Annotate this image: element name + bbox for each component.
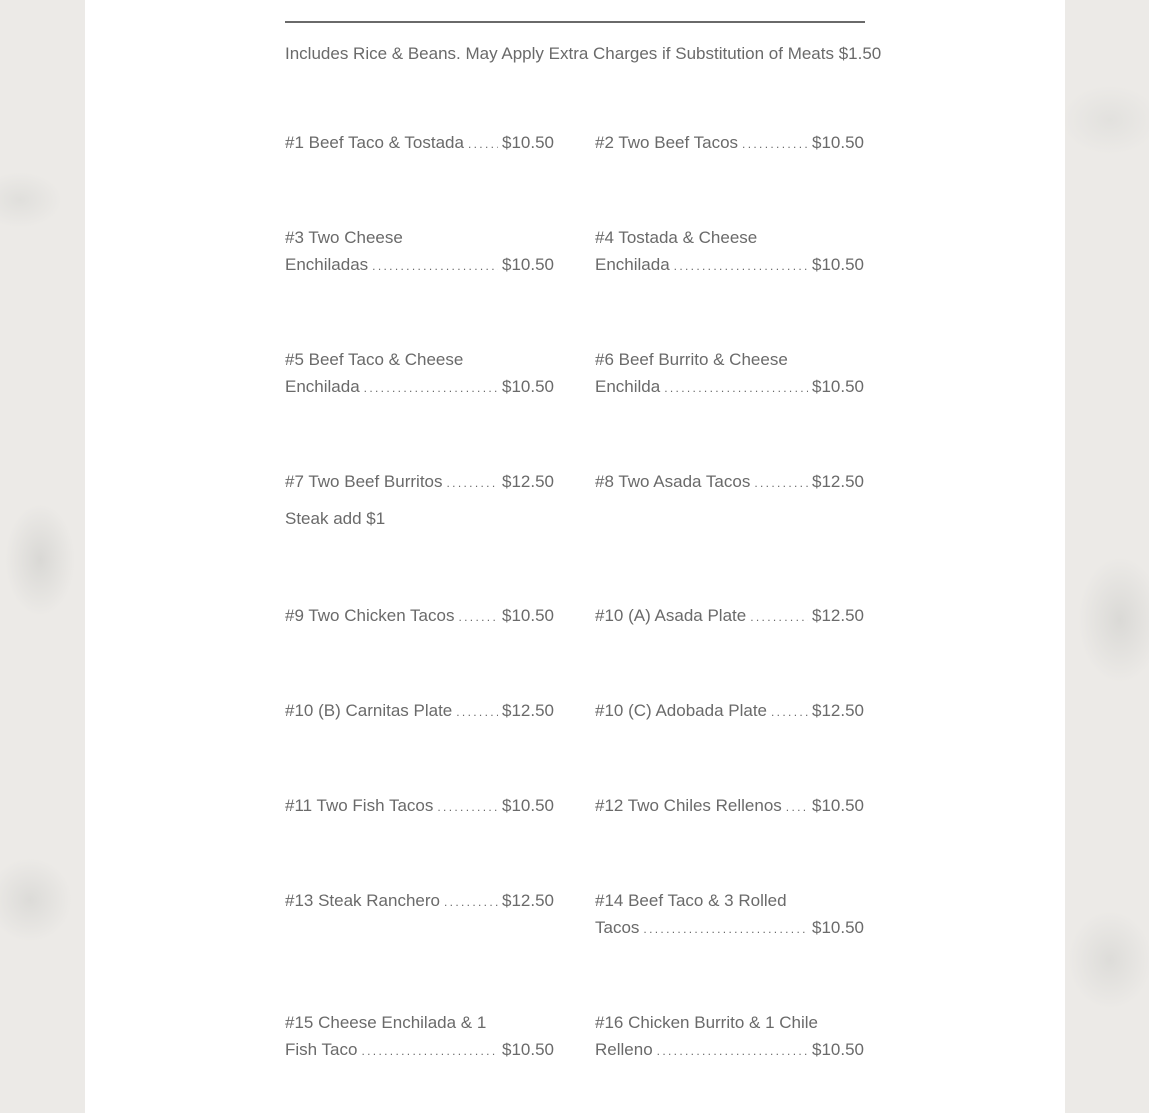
item-name: Fish Taco — [285, 1040, 358, 1059]
dot-leader — [456, 699, 498, 726]
dot-leader — [786, 794, 808, 821]
item-name: #10 (B) Carnitas Plate — [285, 701, 453, 720]
item-name: Enchilada — [595, 255, 670, 274]
menu-item-10b — [285, 697, 554, 726]
item-price: $10.50 — [502, 255, 554, 274]
item-name: #10 (C) Adobada Plate — [595, 701, 768, 720]
item-name: Enchilda — [595, 377, 661, 396]
menu-item-16 — [595, 1009, 864, 1065]
menu-item-8 — [595, 468, 864, 497]
dot-leader — [657, 1038, 808, 1065]
item-price: $10.50 — [502, 606, 554, 625]
item-price: $10.50 — [812, 377, 864, 396]
dot-leader — [444, 889, 498, 916]
item-name-line1: #3 Two Cheese — [285, 228, 403, 247]
menu-item-12 — [595, 792, 864, 821]
item-name: #9 Two Chicken Tacos — [285, 606, 455, 625]
item-name: #11 Two Fish Tacos — [285, 796, 434, 815]
item-price: $10.50 — [812, 133, 864, 152]
item-price: $10.50 — [812, 796, 864, 815]
item-name-line1: #4 Tostada & Cheese — [595, 228, 758, 247]
dot-leader — [364, 375, 498, 402]
item-price: $12.50 — [502, 891, 554, 910]
dot-leader — [742, 131, 808, 158]
menu-item-4 — [595, 224, 864, 280]
dot-leader — [437, 794, 498, 821]
dot-leader — [674, 253, 808, 280]
item-name-line1: #16 Chicken Burrito & 1 Chile — [595, 1013, 819, 1032]
dot-leader — [447, 470, 499, 497]
section-divider — [285, 21, 865, 23]
dot-leader — [361, 1038, 498, 1065]
item-price: $10.50 — [502, 1040, 554, 1059]
item-name: #13 Steak Ranchero — [285, 891, 440, 910]
menu-item-10c — [595, 697, 864, 726]
item-name: #8 Two Asada Tacos — [595, 472, 751, 491]
item-name: Enchilada — [285, 377, 360, 396]
item-name: #2 Two Beef Tacos — [595, 133, 739, 152]
item-price: $10.50 — [812, 1040, 864, 1059]
combo-note: Includes Rice & Beans. May Apply Extra Charges if Substitution of Meats $1.50 — [285, 44, 882, 63]
menu-item-11 — [285, 792, 554, 821]
item-name-line1: #14 Beef Taco & 3 Rolled — [595, 891, 787, 910]
item-price: $10.50 — [502, 796, 554, 815]
dot-leader — [468, 131, 498, 158]
dot-leader — [664, 375, 808, 402]
menu-item-3 — [285, 224, 554, 280]
item-name: Relleno — [595, 1040, 653, 1059]
menu-item-9 — [285, 602, 554, 631]
menu-item-10a — [595, 602, 864, 631]
item-name: #10 (A) Asada Plate — [595, 606, 747, 625]
item-name: #12 Two Chiles Rellenos — [595, 796, 782, 815]
dot-leader — [771, 699, 808, 726]
item-price: $12.50 — [502, 701, 554, 720]
dot-leader — [643, 916, 808, 943]
menu-item-7 — [285, 468, 554, 497]
menu-item-15 — [285, 1009, 554, 1065]
item-price: $10.50 — [812, 918, 864, 937]
menu-item-14 — [595, 887, 864, 943]
menu-item-13 — [285, 887, 554, 916]
dot-leader — [372, 253, 498, 280]
item-name: Enchiladas — [285, 255, 369, 274]
menu-item-6 — [595, 346, 864, 402]
item-price: $12.50 — [812, 606, 864, 625]
item-name-line1: #5 Beef Taco & Cheese — [285, 350, 464, 369]
item-name: #7 Two Beef Burritos — [285, 472, 443, 491]
menu-panel — [85, 0, 1065, 1113]
dot-leader — [458, 604, 498, 631]
item-name: Tacos — [595, 918, 640, 937]
menu-item-5 — [285, 346, 554, 402]
item-name-line1: #15 Cheese Enchilada & 1 — [285, 1013, 487, 1032]
dot-leader — [754, 470, 808, 497]
dot-leader — [750, 604, 808, 631]
item-name: #1 Beef Taco & Tostada — [285, 133, 464, 152]
item-price: $10.50 — [502, 133, 554, 152]
menu-item-1 — [285, 129, 554, 158]
item-price: $10.50 — [502, 377, 554, 396]
item-price: $12.50 — [812, 472, 864, 491]
item-price: $10.50 — [812, 255, 864, 274]
item-price: $12.50 — [812, 701, 864, 720]
steak-note: Steak add $1 — [285, 509, 386, 528]
item-price: $12.50 — [502, 472, 554, 491]
item-name-line1: #6 Beef Burrito & Cheese — [595, 350, 788, 369]
menu-item-2 — [595, 129, 864, 158]
